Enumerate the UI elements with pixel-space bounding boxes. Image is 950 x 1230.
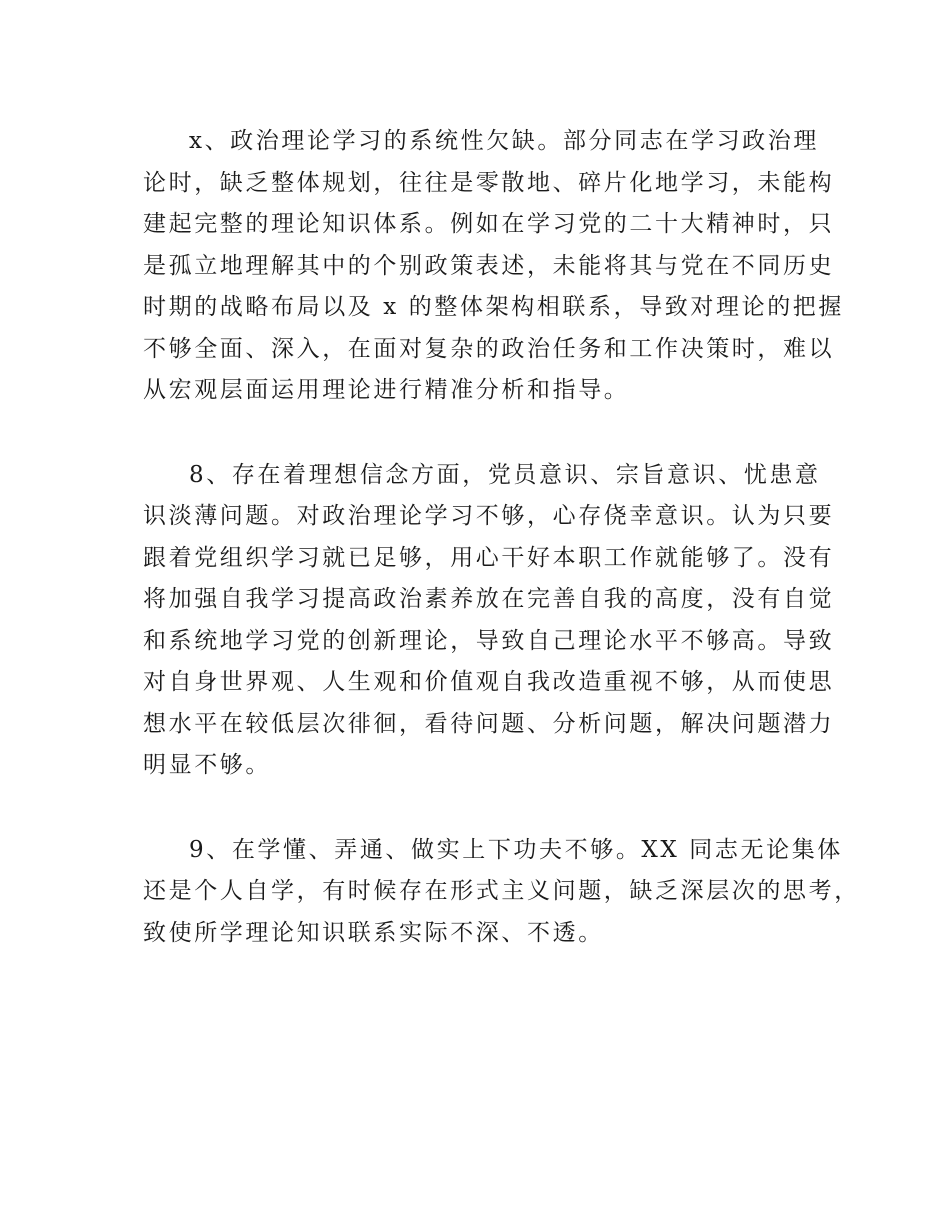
text-line: 从宏观层面运用理论进行精准分析和指导。 xyxy=(143,377,630,403)
text-line: 和系统地学习党的创新理论，导致自己理论水平不够高。导致 xyxy=(143,627,835,654)
text-line: 9、在学懂、弄通、做实上下功夫不够。XX 同志无论集体 xyxy=(189,836,843,863)
text-line: 是孤立地理解其中的个别政策表述，未能将其与党在不同历史 xyxy=(143,252,835,279)
text-line: 不够全面、深入，在面对复杂的政治任务和工作决策时，难以 xyxy=(143,335,835,362)
text-line: 论时，缺乏整体规划，往往是零散地、碎片化地学习，未能构 xyxy=(143,169,835,196)
text-line: 致使所学理论知识联系实际不深、不透。 xyxy=(143,919,604,946)
text-line: 跟着党组织学习就已足够，用心干好本职工作就能够了。没有 xyxy=(143,544,835,571)
text-line: x、政治理论学习的系统性欠缺。部分同志在学习政治理 xyxy=(189,128,819,154)
text-line: 还是个人自学，有时候存在形式主义问题，缺乏深层次的思考， xyxy=(143,878,860,904)
text-line: 识淡薄问题。对政治理论学习不够，心存侥幸意识。认为只要 xyxy=(143,503,835,529)
text-line: 时期的战略布局以及 x 的整体架构相联系，导致对理论的把握 xyxy=(143,294,844,320)
paragraph-x xyxy=(143,121,844,412)
document-body xyxy=(143,121,860,997)
text-line: 8、存在着理想信念方面，党员意识、宗旨意识、忧患意 xyxy=(189,461,821,488)
text-line: 将加强自我学习提高政治素养放在完善自我的高度，没有自觉 xyxy=(143,586,835,612)
text-line: 明显不够。 xyxy=(143,752,271,778)
paragraph-9 xyxy=(143,830,860,955)
paragraph-8 xyxy=(143,455,835,787)
text-line: 对自身世界观、人生观和价值观自我改造重视不够，从而使思 xyxy=(143,669,835,695)
text-line: 想水平在较低层次徘徊，看待问题、分析问题，解决问题潜力 xyxy=(143,710,835,737)
text-line: 建起完整的理论知识体系。例如在学习党的二十大精神时，只 xyxy=(143,211,835,237)
